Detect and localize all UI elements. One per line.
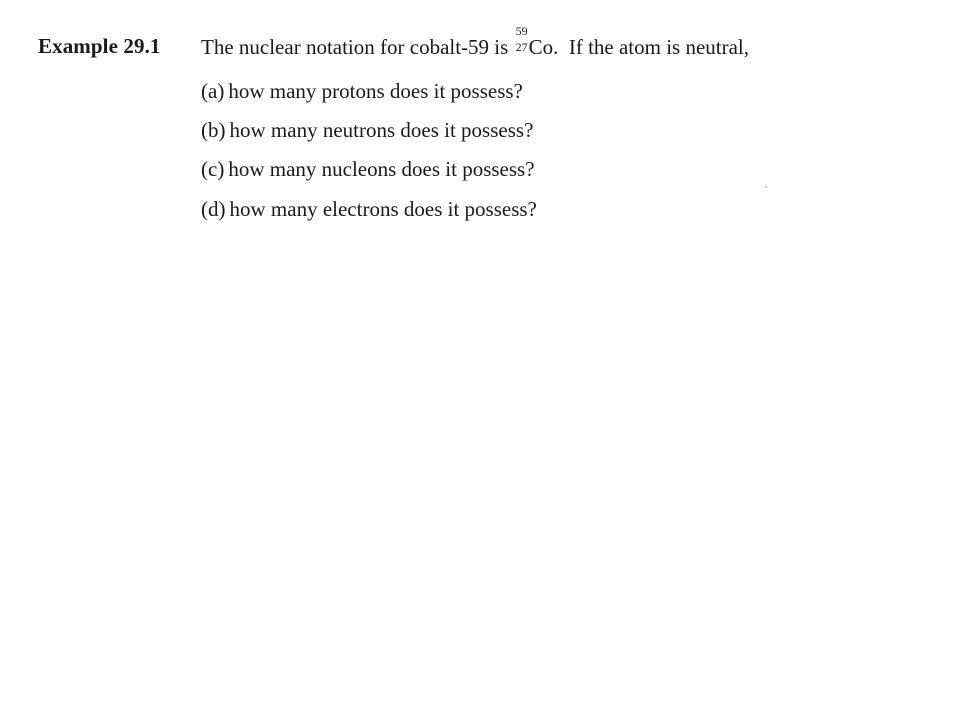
question-b: [201, 118, 533, 143]
question-text: how many electrons does it possess?: [229, 197, 537, 221]
example-label: Example 29.1: [38, 34, 161, 58]
atomic-number: 27: [515, 40, 528, 54]
question-letter: (a): [201, 79, 225, 103]
nuclide-scripts: [515, 24, 529, 54]
scan-speck: [765, 186, 767, 188]
nuclide-notation: [515, 24, 559, 60]
question-text: how many nucleons does it possess?: [228, 157, 535, 181]
question-d: [201, 197, 537, 222]
question-text: how many protons does it possess?: [228, 79, 523, 103]
question-letter: (b): [201, 118, 226, 142]
question-text: how many neutrons does it possess?: [229, 118, 534, 142]
question-letter: (c): [201, 157, 225, 181]
question-a: [201, 79, 523, 104]
intro-text-before: The nuclear notation for cobalt-59 is: [201, 35, 509, 59]
question-c: [201, 157, 535, 182]
element-symbol: Co.: [528, 35, 559, 59]
mass-number: 59: [515, 24, 528, 38]
question-letter: (d): [201, 197, 226, 221]
example-intro: [201, 24, 750, 60]
intro-text-after: If the atom is neutral,: [568, 35, 750, 59]
